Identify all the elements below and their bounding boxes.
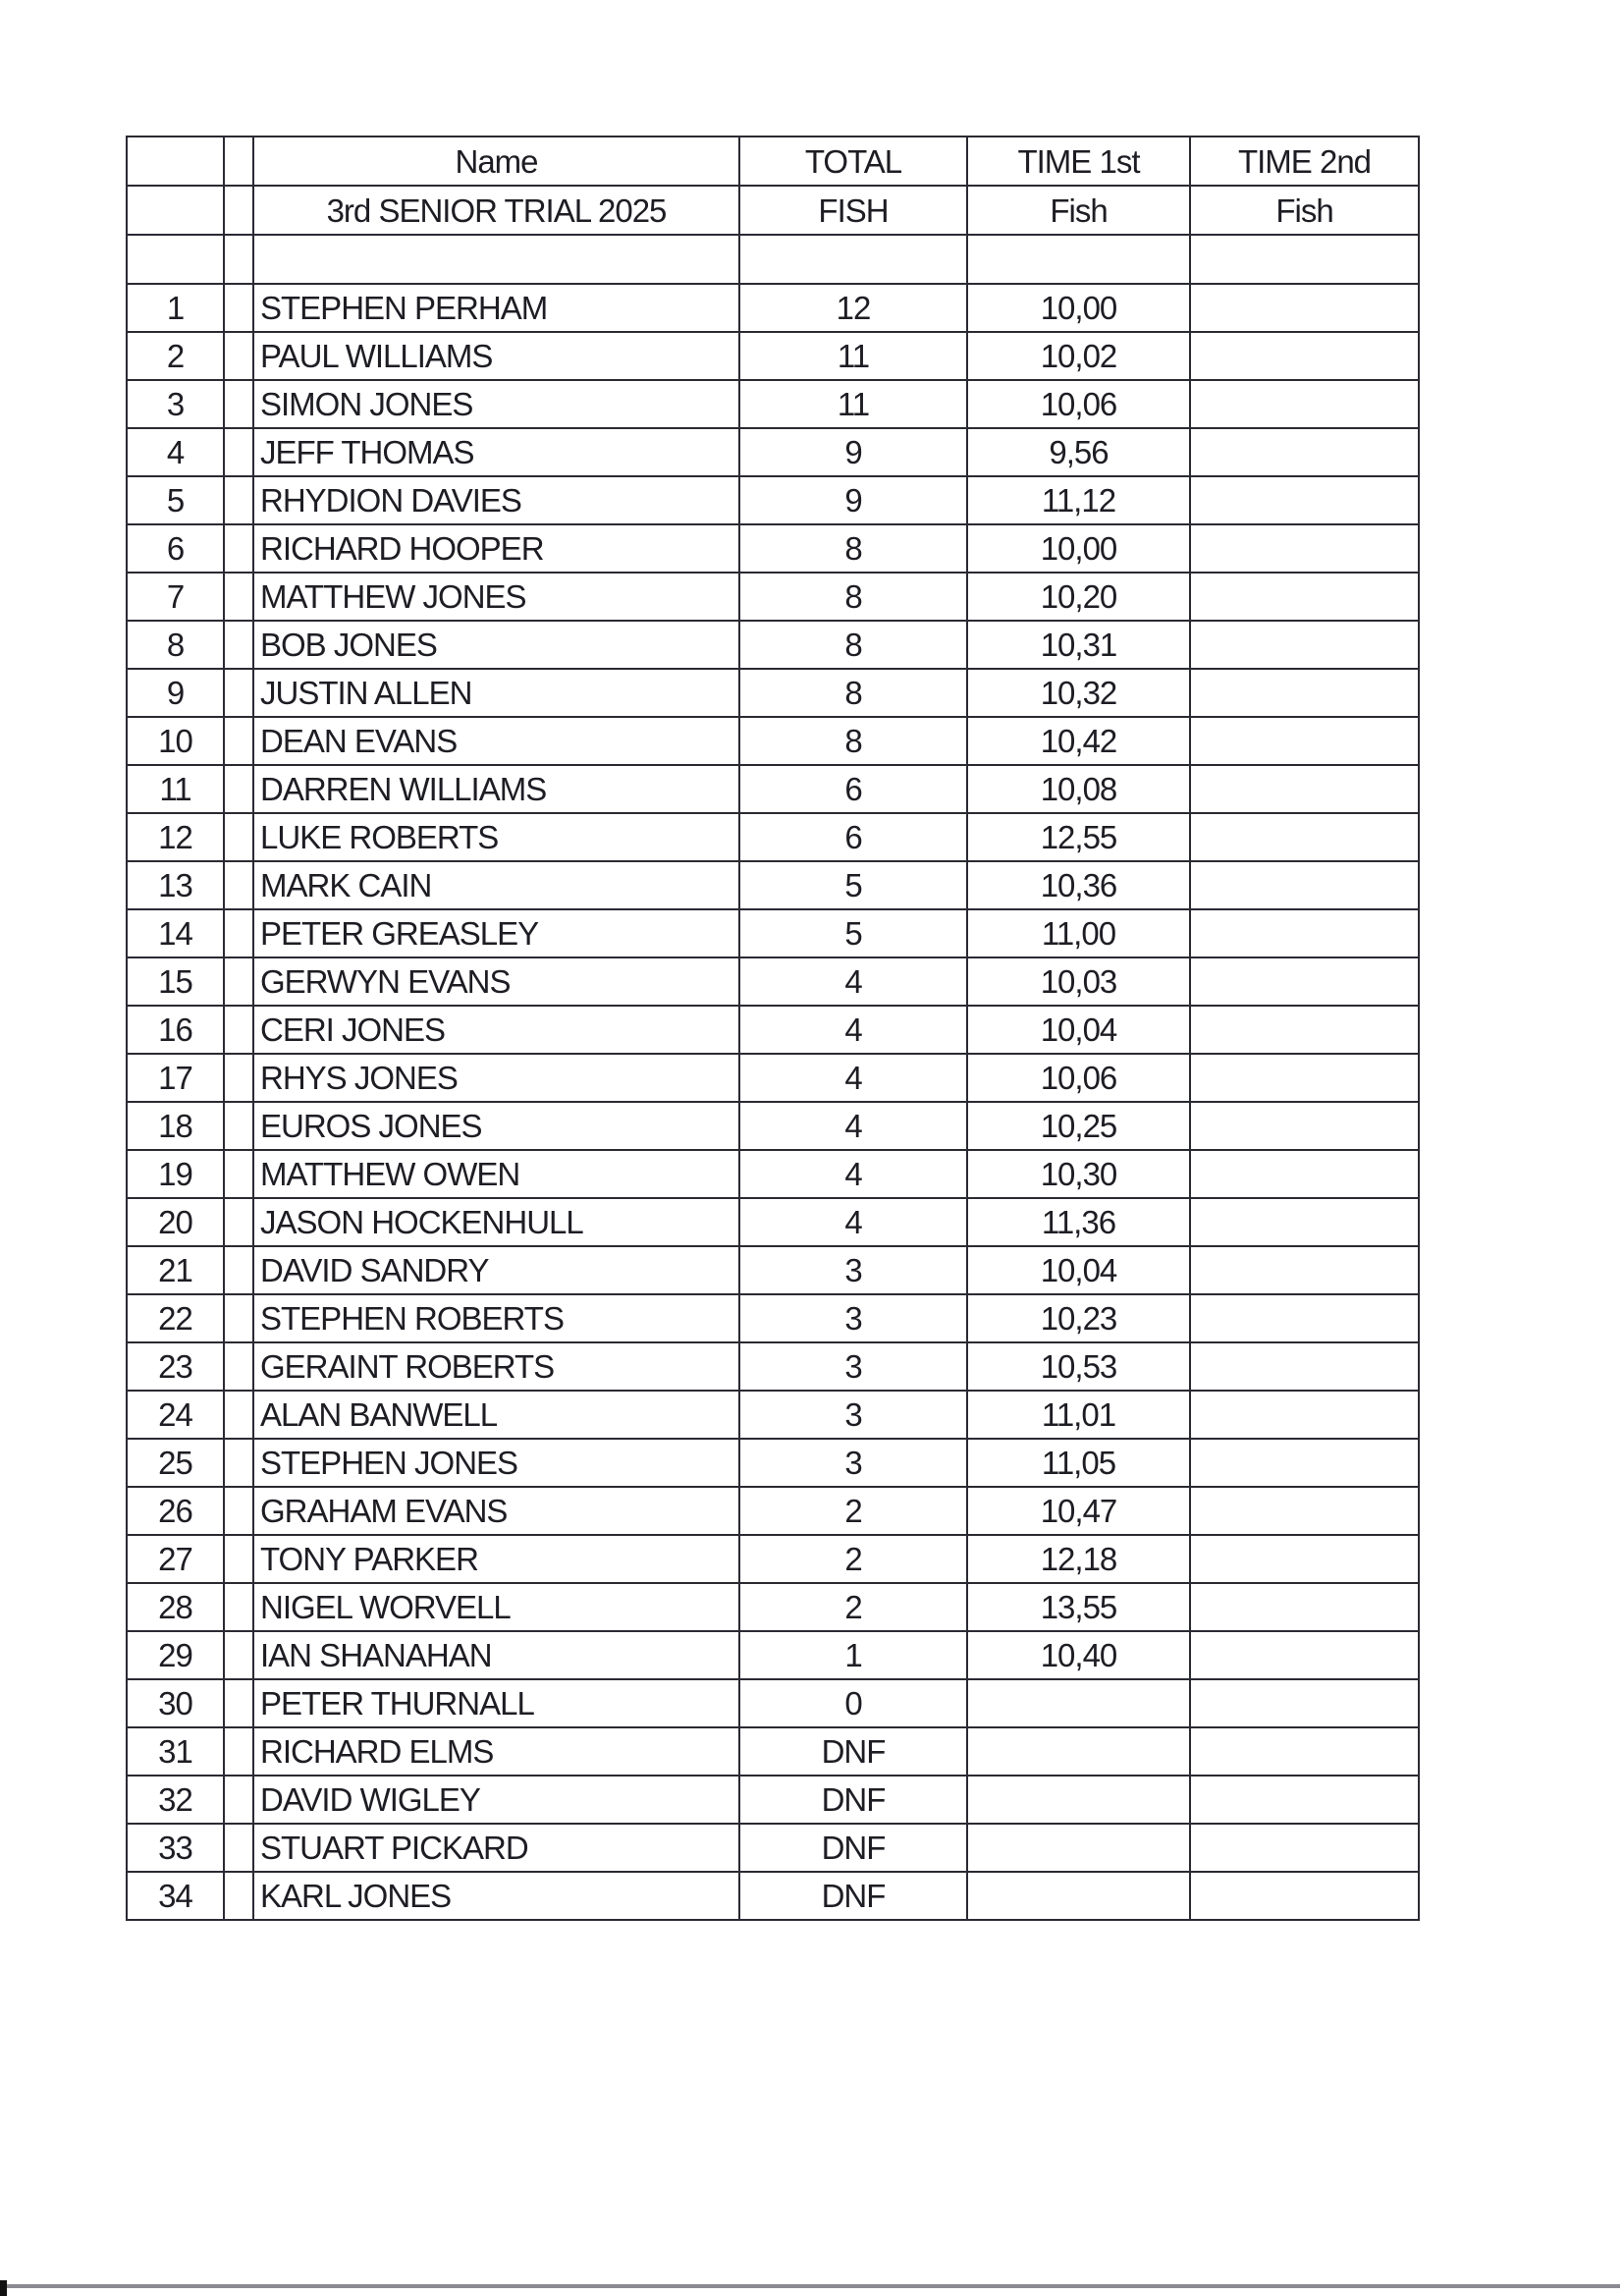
name-cell: MARK CAIN <box>253 861 739 909</box>
total-fish-cell: 11 <box>739 332 967 380</box>
time-1st-fish-cell: 10,36 <box>967 861 1190 909</box>
name-cell: LUKE ROBERTS <box>253 813 739 861</box>
time-2nd-fish-cell <box>1190 1246 1419 1294</box>
position-cell: 18 <box>127 1102 224 1150</box>
table-row <box>127 1824 1419 1872</box>
name-cell: ALAN BANWELL <box>253 1391 739 1439</box>
name-cell: PAUL WILLIAMS <box>253 332 739 380</box>
total-fish-cell: 2 <box>739 1535 967 1583</box>
position-cell: 14 <box>127 909 224 957</box>
position-cell: 21 <box>127 1246 224 1294</box>
position-cell: 19 <box>127 1150 224 1198</box>
name-cell: IAN SHANAHAN <box>253 1631 739 1679</box>
time-1st-fish-cell <box>967 1727 1190 1776</box>
table-row <box>127 765 1419 813</box>
table-row <box>127 1631 1419 1679</box>
time-2nd-fish-cell <box>1190 1776 1419 1824</box>
name-cell: JEFF THOMAS <box>253 428 739 476</box>
name-cell: SIMON JONES <box>253 380 739 428</box>
total-fish-cell: 4 <box>739 1006 967 1054</box>
name-cell: GRAHAM EVANS <box>253 1487 739 1535</box>
time-1st-fish-cell: 10,40 <box>967 1631 1190 1679</box>
time-2nd-fish-cell <box>1190 861 1419 909</box>
total-fish-cell: DNF <box>739 1824 967 1872</box>
time-2nd-fish-cell <box>1190 717 1419 765</box>
blank-cell <box>739 235 967 284</box>
time-1st-fish-cell: 10,00 <box>967 284 1190 332</box>
total-fish-cell: 8 <box>739 524 967 573</box>
time-1st-fish-cell <box>967 1679 1190 1727</box>
time-1st-fish-cell: 11,12 <box>967 476 1190 524</box>
position-cell: 22 <box>127 1294 224 1342</box>
time-2nd-fish-cell <box>1190 1583 1419 1631</box>
name-cell: EUROS JONES <box>253 1102 739 1150</box>
total-fish-cell: DNF <box>739 1727 967 1776</box>
name-cell: JASON HOCKENHULL <box>253 1198 739 1246</box>
position-cell: 30 <box>127 1679 224 1727</box>
time-2nd-fish-cell <box>1190 1679 1419 1727</box>
total-fish-cell: 4 <box>739 1054 967 1102</box>
position-cell: 16 <box>127 1006 224 1054</box>
event-title: 3rd SENIOR TRIAL 2025 <box>253 186 739 235</box>
gap-cell <box>224 1679 253 1727</box>
time-1st-fish-cell: 10,02 <box>967 332 1190 380</box>
gap-cell <box>224 1150 253 1198</box>
position-cell: 31 <box>127 1727 224 1776</box>
time-1st-fish-cell: 10,04 <box>967 1246 1190 1294</box>
total-fish-cell: 3 <box>739 1294 967 1342</box>
time-2nd-fish-cell <box>1190 1727 1419 1776</box>
time-1st-fish-cell: 10,30 <box>967 1150 1190 1198</box>
table-row <box>127 861 1419 909</box>
table-row <box>127 1054 1419 1102</box>
total-fish-cell: 3 <box>739 1246 967 1294</box>
name-cell: DARREN WILLIAMS <box>253 765 739 813</box>
name-cell: DAVID WIGLEY <box>253 1776 739 1824</box>
gap-cell <box>224 1631 253 1679</box>
header-fish-1st: Fish <box>967 186 1190 235</box>
time-2nd-fish-cell <box>1190 765 1419 813</box>
time-1st-fish-cell: 13,55 <box>967 1583 1190 1631</box>
table-row <box>127 1535 1419 1583</box>
time-1st-fish-cell: 10,08 <box>967 765 1190 813</box>
name-cell: STEPHEN ROBERTS <box>253 1294 739 1342</box>
header-time-1st: TIME 1st <box>967 137 1190 186</box>
position-cell: 5 <box>127 476 224 524</box>
blank-cell <box>127 235 224 284</box>
table-row <box>127 1150 1419 1198</box>
gap-cell <box>224 573 253 621</box>
total-fish-cell: 3 <box>739 1439 967 1487</box>
position-cell: 7 <box>127 573 224 621</box>
position-cell: 25 <box>127 1439 224 1487</box>
position-cell: 2 <box>127 332 224 380</box>
blank-cell <box>224 235 253 284</box>
time-1st-fish-cell: 11,36 <box>967 1198 1190 1246</box>
time-2nd-fish-cell <box>1190 1535 1419 1583</box>
table-row <box>127 524 1419 573</box>
time-1st-fish-cell: 11,01 <box>967 1391 1190 1439</box>
table-row <box>127 1006 1419 1054</box>
name-cell: MATTHEW OWEN <box>253 1150 739 1198</box>
position-cell: 29 <box>127 1631 224 1679</box>
position-cell: 11 <box>127 765 224 813</box>
gap-cell <box>224 1824 253 1872</box>
time-1st-fish-cell <box>967 1776 1190 1824</box>
header-total: TOTAL <box>739 137 967 186</box>
position-cell: 17 <box>127 1054 224 1102</box>
table-row <box>127 1391 1419 1439</box>
table-row <box>127 1487 1419 1535</box>
blank-cell <box>253 235 739 284</box>
gap-cell <box>224 1102 253 1150</box>
time-1st-fish-cell: 10,06 <box>967 1054 1190 1102</box>
table-row <box>127 909 1419 957</box>
table-row <box>127 1872 1419 1920</box>
table-row <box>127 813 1419 861</box>
position-cell: 20 <box>127 1198 224 1246</box>
name-cell: RICHARD ELMS <box>253 1727 739 1776</box>
name-cell: NIGEL WORVELL <box>253 1583 739 1631</box>
table-row <box>127 1246 1419 1294</box>
time-2nd-fish-cell <box>1190 1487 1419 1535</box>
total-fish-cell: 4 <box>739 957 967 1006</box>
total-fish-cell: 8 <box>739 669 967 717</box>
table-row <box>127 332 1419 380</box>
time-2nd-fish-cell <box>1190 669 1419 717</box>
total-fish-cell: 8 <box>739 621 967 669</box>
name-cell: GERWYN EVANS <box>253 957 739 1006</box>
name-cell: STEPHEN JONES <box>253 1439 739 1487</box>
position-cell: 23 <box>127 1342 224 1391</box>
table-row <box>127 717 1419 765</box>
total-fish-cell: 4 <box>739 1198 967 1246</box>
total-fish-cell: 6 <box>739 765 967 813</box>
header-row-2 <box>127 186 1419 235</box>
total-fish-cell: 9 <box>739 476 967 524</box>
header-gap-cell <box>224 137 253 186</box>
time-1st-fish-cell: 11,05 <box>967 1439 1190 1487</box>
time-2nd-fish-cell <box>1190 813 1419 861</box>
total-fish-cell: 3 <box>739 1391 967 1439</box>
name-cell: RICHARD HOOPER <box>253 524 739 573</box>
gap-cell <box>224 1246 253 1294</box>
time-2nd-fish-cell <box>1190 1150 1419 1198</box>
total-fish-cell: 12 <box>739 284 967 332</box>
time-2nd-fish-cell <box>1190 524 1419 573</box>
time-2nd-fish-cell <box>1190 380 1419 428</box>
total-fish-cell: 5 <box>739 909 967 957</box>
name-cell: PETER GREASLEY <box>253 909 739 957</box>
gap-cell <box>224 1439 253 1487</box>
time-1st-fish-cell: 10,53 <box>967 1342 1190 1391</box>
time-1st-fish-cell <box>967 1824 1190 1872</box>
gap-cell <box>224 1583 253 1631</box>
time-1st-fish-cell: 10,00 <box>967 524 1190 573</box>
gap-cell <box>224 476 253 524</box>
time-1st-fish-cell: 10,25 <box>967 1102 1190 1150</box>
gap-cell <box>224 428 253 476</box>
time-2nd-fish-cell <box>1190 957 1419 1006</box>
blank-row <box>127 235 1419 284</box>
position-cell: 15 <box>127 957 224 1006</box>
total-fish-cell: 3 <box>739 1342 967 1391</box>
time-1st-fish-cell: 11,00 <box>967 909 1190 957</box>
name-cell: JUSTIN ALLEN <box>253 669 739 717</box>
total-fish-cell: 2 <box>739 1583 967 1631</box>
blank-cell <box>967 235 1190 284</box>
table-row <box>127 1102 1419 1150</box>
position-cell: 27 <box>127 1535 224 1583</box>
gap-cell <box>224 957 253 1006</box>
header-fish: FISH <box>739 186 967 235</box>
gap-cell <box>224 621 253 669</box>
table-row <box>127 1294 1419 1342</box>
time-2nd-fish-cell <box>1190 332 1419 380</box>
position-cell: 1 <box>127 284 224 332</box>
gap-cell <box>224 332 253 380</box>
time-2nd-fish-cell <box>1190 573 1419 621</box>
time-2nd-fish-cell <box>1190 1006 1419 1054</box>
table-row <box>127 957 1419 1006</box>
name-cell: STUART PICKARD <box>253 1824 739 1872</box>
header-row-1 <box>127 137 1419 186</box>
time-1st-fish-cell: 10,42 <box>967 717 1190 765</box>
table-row <box>127 1198 1419 1246</box>
time-2nd-fish-cell <box>1190 1294 1419 1342</box>
time-2nd-fish-cell <box>1190 284 1419 332</box>
header-position-cell <box>127 186 224 235</box>
table-row <box>127 476 1419 524</box>
position-cell: 24 <box>127 1391 224 1439</box>
time-1st-fish-cell: 12,18 <box>967 1535 1190 1583</box>
total-fish-cell: 4 <box>739 1150 967 1198</box>
table-row <box>127 1439 1419 1487</box>
name-cell: KARL JONES <box>253 1872 739 1920</box>
name-cell: MATTHEW JONES <box>253 573 739 621</box>
name-cell: BOB JONES <box>253 621 739 669</box>
total-fish-cell: 4 <box>739 1102 967 1150</box>
time-1st-fish-cell: 10,03 <box>967 957 1190 1006</box>
position-cell: 6 <box>127 524 224 573</box>
table-row <box>127 1679 1419 1727</box>
gap-cell <box>224 1198 253 1246</box>
name-cell: STEPHEN PERHAM <box>253 284 739 332</box>
position-cell: 13 <box>127 861 224 909</box>
name-cell: PETER THURNALL <box>253 1679 739 1727</box>
gap-cell <box>224 909 253 957</box>
time-2nd-fish-cell <box>1190 476 1419 524</box>
gap-cell <box>224 1391 253 1439</box>
gap-cell <box>224 1054 253 1102</box>
position-cell: 8 <box>127 621 224 669</box>
position-cell: 4 <box>127 428 224 476</box>
total-fish-cell: 9 <box>739 428 967 476</box>
total-fish-cell: 8 <box>739 573 967 621</box>
name-cell: RHYS JONES <box>253 1054 739 1102</box>
time-2nd-fish-cell <box>1190 1391 1419 1439</box>
table-row <box>127 380 1419 428</box>
gap-cell <box>224 1776 253 1824</box>
name-cell: TONY PARKER <box>253 1535 739 1583</box>
scan-edge-line <box>0 2284 1620 2288</box>
position-cell: 3 <box>127 380 224 428</box>
gap-cell <box>224 284 253 332</box>
time-2nd-fish-cell <box>1190 1102 1419 1150</box>
header-fish-2nd: Fish <box>1190 186 1419 235</box>
table-row <box>127 669 1419 717</box>
time-1st-fish-cell: 10,47 <box>967 1487 1190 1535</box>
table-row <box>127 1583 1419 1631</box>
table-row <box>127 1727 1419 1776</box>
time-2nd-fish-cell <box>1190 621 1419 669</box>
time-2nd-fish-cell <box>1190 1342 1419 1391</box>
total-fish-cell: 2 <box>739 1487 967 1535</box>
gap-cell <box>224 1727 253 1776</box>
gap-cell <box>224 524 253 573</box>
table-row <box>127 1342 1419 1391</box>
time-1st-fish-cell: 9,56 <box>967 428 1190 476</box>
position-cell: 9 <box>127 669 224 717</box>
gap-cell <box>224 380 253 428</box>
time-2nd-fish-cell <box>1190 1872 1419 1920</box>
name-cell: CERI JONES <box>253 1006 739 1054</box>
gap-cell <box>224 1294 253 1342</box>
time-1st-fish-cell: 10,06 <box>967 380 1190 428</box>
gap-cell <box>224 861 253 909</box>
position-cell: 26 <box>127 1487 224 1535</box>
table-row <box>127 621 1419 669</box>
time-1st-fish-cell: 10,23 <box>967 1294 1190 1342</box>
header-gap-cell <box>224 186 253 235</box>
blank-cell <box>1190 235 1419 284</box>
position-cell: 28 <box>127 1583 224 1631</box>
name-cell: RHYDION DAVIES <box>253 476 739 524</box>
table-row <box>127 1776 1419 1824</box>
results-table <box>126 136 1420 1921</box>
time-2nd-fish-cell <box>1190 1631 1419 1679</box>
name-cell: GERAINT ROBERTS <box>253 1342 739 1391</box>
scan-mark <box>0 2280 7 2296</box>
table-row <box>127 573 1419 621</box>
time-1st-fish-cell: 12,55 <box>967 813 1190 861</box>
total-fish-cell: 8 <box>739 717 967 765</box>
position-cell: 12 <box>127 813 224 861</box>
total-fish-cell: DNF <box>739 1872 967 1920</box>
gap-cell <box>224 765 253 813</box>
time-1st-fish-cell: 10,04 <box>967 1006 1190 1054</box>
time-2nd-fish-cell <box>1190 428 1419 476</box>
total-fish-cell: 5 <box>739 861 967 909</box>
gap-cell <box>224 1006 253 1054</box>
time-2nd-fish-cell <box>1190 1824 1419 1872</box>
time-1st-fish-cell: 10,20 <box>967 573 1190 621</box>
position-cell: 10 <box>127 717 224 765</box>
time-2nd-fish-cell <box>1190 1054 1419 1102</box>
name-cell: DEAN EVANS <box>253 717 739 765</box>
gap-cell <box>224 813 253 861</box>
gap-cell <box>224 1342 253 1391</box>
gap-cell <box>224 1535 253 1583</box>
gap-cell <box>224 669 253 717</box>
position-cell: 32 <box>127 1776 224 1824</box>
gap-cell <box>224 1872 253 1920</box>
position-cell: 34 <box>127 1872 224 1920</box>
time-1st-fish-cell <box>967 1872 1190 1920</box>
time-2nd-fish-cell <box>1190 1439 1419 1487</box>
total-fish-cell: 6 <box>739 813 967 861</box>
time-1st-fish-cell: 10,31 <box>967 621 1190 669</box>
header-position-cell <box>127 137 224 186</box>
gap-cell <box>224 717 253 765</box>
time-1st-fish-cell: 10,32 <box>967 669 1190 717</box>
total-fish-cell: 1 <box>739 1631 967 1679</box>
time-2nd-fish-cell <box>1190 909 1419 957</box>
total-fish-cell: 0 <box>739 1679 967 1727</box>
header-name: Name <box>253 137 739 186</box>
total-fish-cell: 11 <box>739 380 967 428</box>
table-row <box>127 284 1419 332</box>
time-2nd-fish-cell <box>1190 1198 1419 1246</box>
position-cell: 33 <box>127 1824 224 1872</box>
header-time-2nd: TIME 2nd <box>1190 137 1419 186</box>
table-row <box>127 428 1419 476</box>
total-fish-cell: DNF <box>739 1776 967 1824</box>
name-cell: DAVID SANDRY <box>253 1246 739 1294</box>
gap-cell <box>224 1487 253 1535</box>
